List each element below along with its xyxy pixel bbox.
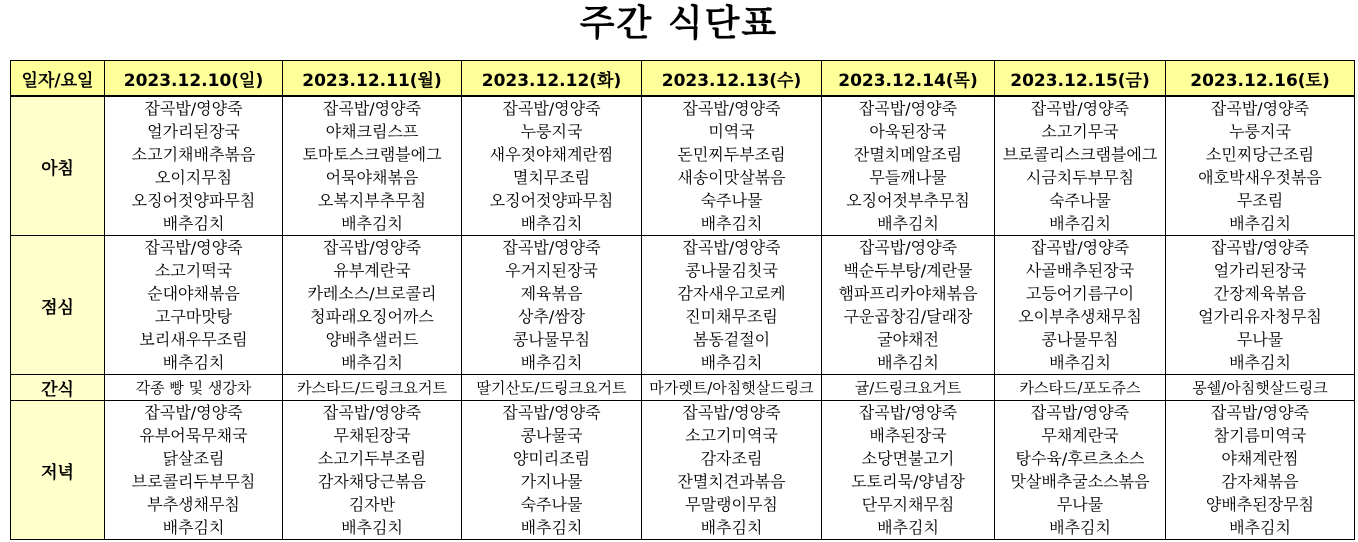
dish-item: 무채된장국: [333, 426, 411, 445]
dish-item: 배추김치: [520, 353, 583, 372]
snack-cell: [1166, 375, 1355, 401]
dish-item: 소고기미역국: [685, 426, 778, 445]
dish-item: 배추김치: [700, 214, 763, 233]
dish-item: 오복지부추무침: [317, 191, 427, 210]
dish-item: 보리새우무조림: [139, 330, 248, 349]
dish-item: 숙주나물: [700, 191, 763, 210]
dish-item: 잡곡밥/영양죽: [1030, 238, 1130, 257]
dish-item: 봄동겉절이: [692, 330, 771, 349]
snack-cell: [283, 375, 462, 401]
dish-item: 백순두부탕/계란물: [843, 261, 973, 280]
dish-list: [283, 401, 461, 539]
menu-body: [11, 96, 1355, 540]
dish-list: [995, 236, 1165, 374]
dish-item: 소고기두부조림: [317, 449, 427, 468]
dish-item: 감자조림: [700, 449, 763, 468]
dish-item: 얼가리유자청무침: [1198, 307, 1322, 326]
breakfast-cell: [995, 96, 1166, 236]
dish-item: 누룽지국: [1229, 122, 1291, 141]
date-header: 2023.12.13(수): [642, 61, 822, 97]
dish-item: 간장제육볶음: [1213, 284, 1307, 303]
lunch-cell: [1166, 236, 1355, 375]
dish-item: 상추/쌈장: [517, 307, 586, 326]
lunch-cell: [995, 236, 1166, 375]
dish-item: 굴야채전: [877, 330, 939, 349]
dish-item: 배추김치: [877, 353, 939, 372]
dish-item: 김자반: [348, 495, 396, 514]
dish-item: 잡곡밥/영양죽: [1210, 403, 1310, 422]
dish-item: 잡곡밥/영양죽: [322, 403, 422, 422]
dinner-label: 저녁: [11, 401, 105, 540]
dish-list: [105, 97, 282, 235]
dish-item: 잡곡밥/영양죽: [1030, 403, 1130, 422]
dish-list: [105, 401, 282, 539]
dish-item: 어묵야채볶음: [325, 168, 419, 187]
lunch-cell: [105, 236, 283, 375]
dish-item: 감자채볶음: [1221, 472, 1299, 491]
dish-item: 미역국: [708, 122, 755, 141]
dish-item: 배추김치: [341, 518, 403, 537]
dish-item: 단무지채무침: [861, 495, 955, 514]
dish-item: 소고기떡국: [154, 261, 233, 280]
dish-item: 잡곡밥/영양죽: [144, 238, 243, 257]
dish-item: 배추김치: [162, 353, 225, 372]
dish-item: 야채크림스프: [325, 122, 419, 141]
dinner-row: [11, 401, 1355, 540]
dish-item: 맛살배추굴소스볶음: [1010, 472, 1150, 491]
snack-item: 귤/드링크요거트: [854, 378, 962, 397]
dish-item: 콩나물국: [520, 426, 583, 445]
dish-item: 시금치두부무침: [1025, 168, 1135, 187]
dish-item: 잡곡밥/영양죽: [502, 403, 601, 422]
lunch-row: [11, 236, 1355, 375]
breakfast-cell: [462, 96, 642, 236]
dish-list: [822, 401, 994, 539]
snack-cell: [105, 375, 283, 401]
dish-item: 양미리조림: [512, 449, 591, 468]
dish-item: 숙주나물: [520, 495, 583, 514]
dish-item: 배추김치: [877, 518, 939, 537]
dish-list: [822, 236, 994, 374]
lunch-label: 점심: [11, 236, 105, 375]
dish-item: 순대야채볶음: [147, 284, 240, 303]
dish-list: [1166, 236, 1354, 374]
dinner-cell: [1166, 401, 1355, 540]
dish-item: 감자새우고로케: [677, 284, 786, 303]
snack-item: 몽쉘/아침햇살드링크: [1192, 378, 1328, 397]
date-header: 2023.12.15(금): [995, 61, 1166, 97]
dish-item: 잡곡밥/영양죽: [1030, 99, 1130, 118]
lunch-cell: [822, 236, 995, 375]
dish-item: 애호박새우젓볶음: [1198, 168, 1322, 187]
dish-item: 배추김치: [162, 214, 225, 233]
dish-list: [462, 236, 641, 374]
dish-list: [105, 236, 282, 374]
dish-item: 잡곡밥/영양죽: [144, 403, 243, 422]
dish-item: 참기름미역국: [1213, 426, 1307, 445]
dish-item: 배추김치: [520, 518, 583, 537]
breakfast-cell: [1166, 96, 1355, 236]
dish-item: 잡곡밥/영양죽: [322, 238, 422, 257]
dish-item: 브로콜리두부무침: [131, 472, 256, 491]
snack-item: 각종 빵 및 생강차: [135, 378, 252, 397]
dish-item: 무나물: [1056, 495, 1104, 514]
dish-list: [995, 97, 1165, 235]
dish-item: 오징어젓부추무침: [846, 191, 970, 210]
dish-list: [642, 236, 821, 374]
dish-item: 돈민찌두부조림: [677, 145, 786, 164]
dish-item: 배추김치: [520, 214, 583, 233]
dish-item: 햄파프리카야채볶음: [838, 284, 978, 303]
dinner-cell: [462, 401, 642, 540]
dish-item: 청파래오징어까스: [310, 307, 434, 326]
dish-item: 도토리묵/양념장: [851, 472, 965, 491]
dish-item: 오이부추생채무침: [1018, 307, 1142, 326]
date-header: 2023.12.14(목): [822, 61, 995, 97]
dish-item: 소고기무국: [1041, 122, 1119, 141]
lunch-cell: [462, 236, 642, 375]
dish-item: 콩나물김칫국: [685, 261, 778, 280]
dish-item: 탕수육/후르츠소스: [1015, 449, 1145, 468]
dish-list: [642, 401, 821, 539]
date-header: 2023.12.11(월): [283, 61, 462, 97]
dish-item: 양배추샐러드: [325, 330, 419, 349]
dish-item: 잡곡밥/영양죽: [682, 403, 781, 422]
dish-item: 무조림: [1236, 191, 1284, 210]
dish-item: 배추된장국: [869, 426, 947, 445]
dish-item: 오이지무침: [154, 168, 233, 187]
dish-item: 배추김치: [877, 214, 939, 233]
dish-item: 잡곡밥/영양죽: [858, 99, 958, 118]
corner-label: 일자/요일: [11, 61, 105, 97]
snack-cell: [822, 375, 995, 401]
dish-item: 브로콜리스크램블에그: [1002, 145, 1158, 164]
dish-item: 야채계란찜: [1221, 449, 1299, 468]
dish-list: [642, 97, 821, 235]
dish-item: 카레소스/브로콜리: [307, 284, 437, 303]
dish-item: 오징어젓양파무침: [131, 191, 256, 210]
snack-cell: [642, 375, 822, 401]
snack-cell: [462, 375, 642, 401]
dish-item: 얼가리된장국: [147, 122, 240, 141]
date-header: 2023.12.12(화): [462, 61, 642, 97]
dish-item: 아욱된장국: [869, 122, 947, 141]
dish-item: 숙주나물: [1049, 191, 1111, 210]
dish-list: [1166, 97, 1354, 235]
dish-item: 배추김치: [1049, 353, 1111, 372]
dish-item: 진미채무조림: [685, 307, 778, 326]
dish-item: 배추김치: [1049, 214, 1111, 233]
dinner-cell: [642, 401, 822, 540]
dish-list: [283, 97, 461, 235]
dish-item: 배추김치: [162, 518, 225, 537]
lunch-cell: [642, 236, 822, 375]
dish-item: 부추생채무침: [147, 495, 240, 514]
dish-item: 배추김치: [341, 353, 403, 372]
dish-item: 배추김치: [1049, 518, 1111, 537]
dish-item: 잡곡밥/영양죽: [682, 99, 781, 118]
dish-item: 무들깨나물: [869, 168, 947, 187]
snack-item: 카스타드/드링크요거트: [297, 378, 447, 397]
dish-item: 고구마맛탕: [154, 307, 233, 326]
dish-item: 배추김치: [1229, 353, 1291, 372]
dish-item: 배추김치: [700, 353, 763, 372]
dish-item: 잡곡밥/영양죽: [1210, 238, 1310, 257]
dinner-cell: [995, 401, 1166, 540]
date-header: 2023.12.10(일): [105, 61, 283, 97]
dish-item: 잔멸치메알조림: [853, 145, 963, 164]
dish-list: [995, 401, 1165, 539]
dish-list: [462, 401, 641, 539]
dish-item: 잡곡밥/영양죽: [858, 238, 958, 257]
snack-item: 카스타드/포도쥬스: [1019, 378, 1141, 397]
dish-item: 감자채당근볶음: [317, 472, 427, 491]
dish-item: 배추김치: [341, 214, 403, 233]
dish-item: 잡곡밥/영양죽: [144, 99, 243, 118]
snack-item: 마가렛트/아침햇살드링크: [649, 378, 814, 397]
breakfast-label: 아침: [11, 96, 105, 236]
snack-row: [11, 375, 1355, 401]
dish-item: 가지나물: [520, 472, 583, 491]
dish-item: 구운곱창김/달래장: [843, 307, 973, 326]
dish-item: 무말랭이무침: [685, 495, 778, 514]
dish-item: 새우젓야채계란찜: [489, 145, 614, 164]
breakfast-cell: [105, 96, 283, 236]
dish-item: 배추김치: [700, 518, 763, 537]
dish-item: 사골배추된장국: [1025, 261, 1135, 280]
date-header: 2023.12.16(토): [1166, 61, 1355, 97]
dish-item: 무채계란국: [1041, 426, 1119, 445]
breakfast-cell: [642, 96, 822, 236]
dish-item: 양배추된장무침: [1205, 495, 1315, 514]
dish-item: 멸치무조림: [512, 168, 591, 187]
page-title: 주간 식단표: [579, 3, 779, 44]
dish-item: 소고기채배추볶음: [131, 145, 256, 164]
snack-item: 딸기산도/드링크요거트: [476, 378, 627, 397]
breakfast-row: [11, 96, 1355, 236]
dish-item: 새송이맛살볶음: [677, 168, 786, 187]
dish-item: 잡곡밥/영양죽: [502, 238, 601, 257]
dish-item: 잡곡밥/영양죽: [682, 238, 781, 257]
breakfast-cell: [283, 96, 462, 236]
dish-item: 소민찌당근조림: [1205, 145, 1315, 164]
dinner-cell: [105, 401, 283, 540]
dish-item: 콩나물무침: [512, 330, 591, 349]
dish-item: 얼가리된장국: [1213, 261, 1307, 280]
dish-item: 배추김치: [1229, 518, 1291, 537]
dish-item: 잡곡밥/영양죽: [1210, 99, 1310, 118]
dish-item: 유부계란국: [333, 261, 411, 280]
dish-item: 잡곡밥/영양죽: [322, 99, 422, 118]
snack-label: 간식: [11, 375, 105, 401]
dish-list: [283, 236, 461, 374]
dish-item: 잔멸치견과볶음: [677, 472, 786, 491]
dish-item: 콩나물무침: [1041, 330, 1119, 349]
dish-item: 누룽지국: [520, 122, 583, 141]
breakfast-cell: [822, 96, 995, 236]
snack-cell: [995, 375, 1166, 401]
dish-item: 무나물: [1236, 330, 1284, 349]
dish-item: 토마토스크램블에그: [302, 145, 442, 164]
dish-item: 잡곡밥/영양죽: [502, 99, 601, 118]
dish-item: 오징어젓양파무침: [489, 191, 614, 210]
dish-list: [1166, 401, 1354, 539]
dish-item: 닭살조림: [162, 449, 225, 468]
dish-item: 고등어기름구이: [1025, 284, 1135, 303]
dish-item: 잡곡밥/영양죽: [858, 403, 958, 422]
dish-item: 우거지된장국: [505, 261, 598, 280]
dish-list: [822, 97, 994, 235]
dish-list: [462, 97, 641, 235]
dish-item: 제육볶음: [520, 284, 583, 303]
dinner-cell: [283, 401, 462, 540]
lunch-cell: [283, 236, 462, 375]
dish-item: 배추김치: [1229, 214, 1291, 233]
dish-item: 소당면불고기: [861, 449, 955, 468]
dinner-cell: [822, 401, 995, 540]
dish-item: 유부어묵무채국: [139, 426, 248, 445]
weekly-menu-table: [10, 60, 1355, 540]
header-row: [11, 61, 1355, 97]
